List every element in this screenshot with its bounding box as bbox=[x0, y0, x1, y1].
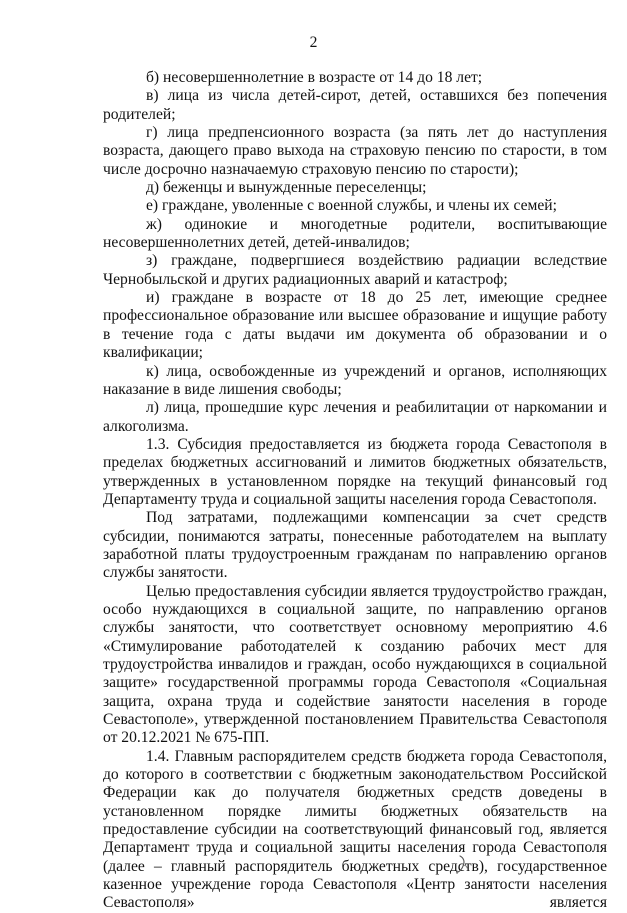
list-item-z: з) граждане, подвергшиеся воздействию радиации вследствие Чернобыльской и других радиационных аварий и катастроф; bbox=[103, 252, 607, 288]
page-number: 2 bbox=[309, 34, 318, 51]
document-body bbox=[103, 69, 607, 913]
list-item-k: к) лица, освобожденные из учреждений и органов, исполняющих наказание в виде лишения свободы; bbox=[103, 362, 607, 398]
paragraph-purpose: Целью предоставления субсидии является трудоустройство граждан, особо нуждающихся в социальной защите, по направлению органов службы занятости, что соответствует основному мероприятию 4.6 «Стимулирование работодателей к созданию рабочих мест для трудоустройства инвалидов и граждан, особо нуждающихся в социальной защите» государственной программы города Севастополя «Социальная защита, охрана труда и содействие занятости населения в городе Севастополе», утвержденной постановлением Правительства Севастополя от 20.12.2021 № 675-ПП. bbox=[103, 582, 607, 747]
paragraph-costs: Под затратами, подлежащими компенсации за счет средств субсидии, понимаются затраты, понесенные работодателем на выплату заработной платы трудоустроенным гражданам по направлению органов службы занятости. bbox=[103, 509, 607, 582]
list-item-zh: ж) одинокие и многодетные родители, воспитывающие несовершеннолетних детей, детей-инвалидов; bbox=[103, 215, 607, 252]
list-item-g: г) лица предпенсионного возраста (за пять лет до наступления возраста, дающего право выхода на страховую пенсию по старости, в том числе досрочно назначаемую страховую пенсию по старости); bbox=[103, 124, 607, 178]
list-item-v: в) лица из числа детей-сирот, детей, оставшихся без попечения родителей; bbox=[103, 87, 607, 123]
list-item-d: д) беженцы и вынужденные переселенцы; bbox=[146, 179, 427, 197]
list-item-e: е) граждане, уволенные с военной службы, и члены их семей; bbox=[146, 197, 557, 215]
clause-1-4: 1.4. Главным распорядителем средств бюджета города Севастополя, до которого в соответствии с бюджетным законодательством Российской Федерации как до получателя бюджетных средств доведены в установленном порядке лимиты бюджетных обязательств на предоставление субсидии на соответствующий финансовый год, является Департамент труда и социальной защиты населения города Севастополя (далее – главный распорядитель бюджетных средств), государственное казенное учреждение города Севастополя «Центр занятости населения Севастополя» является bbox=[103, 747, 607, 912]
clause-1-3: 1.3. Субсидия предоставляется из бюджета города Севастополя в пределах бюджетных ассигнований и лимитов бюджетных обязательств, утвержденных в установленном порядке на текущий финансовый год Департаменту труда и социальной защиты населения города Севастополя. bbox=[103, 435, 607, 508]
handwritten-mark bbox=[454, 852, 472, 874]
list-item-b: б) несовершеннолетние в возрасте от 14 до 18 лет; bbox=[146, 69, 483, 86]
list-item-l: л) лица, прошедшие курс лечения и реабилитации от наркомании и алкоголизма. bbox=[103, 399, 607, 435]
list-item-i: и) граждане в возрасте от 18 до 25 лет, имеющие среднее профессиональное образование или высшее образование и ищущие работу в течение года с даты выдачи им документа об образовании и о квалификации; bbox=[103, 289, 607, 362]
